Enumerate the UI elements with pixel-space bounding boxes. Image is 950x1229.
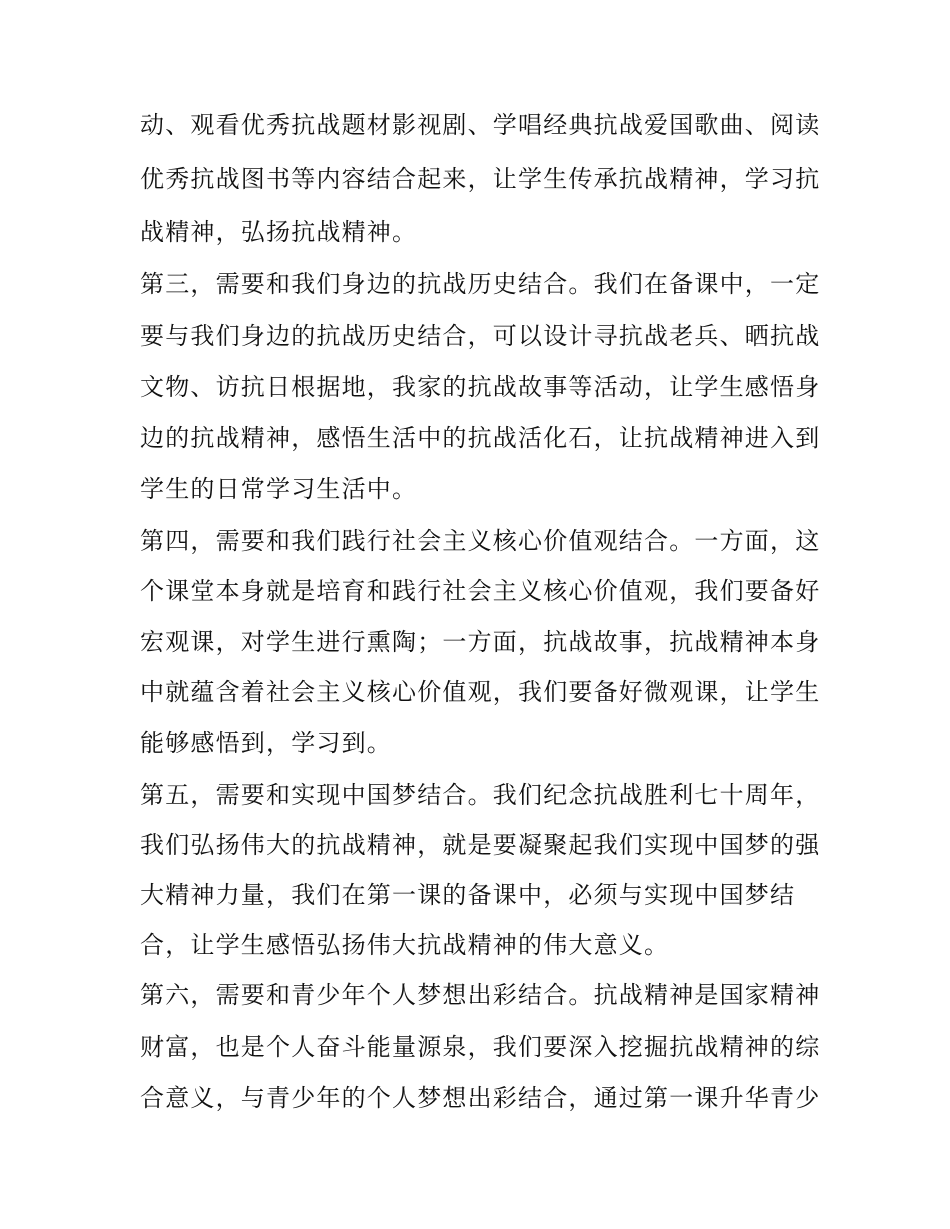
text-line: 边的抗战精神，感悟生活中的抗战活化石，让抗战精神进入到 — [140, 424, 821, 452]
text-line: 动、观看优秀抗战题材影视剧、学唱经典抗战爱国歌曲、阅读 — [140, 111, 821, 139]
text-line: 中就蕴含着社会主义核心价值观，我们要备好微观课，让学生 — [140, 678, 821, 706]
text-line: 第五，需要和实现中国梦结合。我们纪念抗战胜利七十周年， — [140, 781, 821, 809]
text-line: 财富，也是个人奋斗能量源泉，我们要深入挖掘抗战精神的综 — [140, 1033, 821, 1061]
text-line: 宏观课，对学生进行熏陶；一方面，抗战故事，抗战精神本身 — [140, 628, 821, 656]
text-line: 能够感悟到，学习到。 — [140, 729, 392, 757]
text-line: 优秀抗战图书等内容结合起来，让学生传承抗战精神，学习抗 — [140, 165, 821, 193]
text-line: 第三，需要和我们身边的抗战历史结合。我们在备课中，一定 — [140, 270, 821, 298]
text-line: 第六，需要和青少年个人梦想出彩结合。抗战精神是国家精神 — [140, 981, 821, 1009]
text-line: 文物、访抗日根据地，我家的抗战故事等活动，让学生感悟身 — [140, 373, 821, 401]
text-line: 个课堂本身就是培育和践行社会主义核心价值观，我们要备好 — [140, 577, 821, 605]
text-line: 合意义，与青少年的个人梦想出彩结合，通过第一课升华青少 — [140, 1084, 821, 1112]
text-line: 战精神，弘扬抗战精神。 — [140, 218, 418, 246]
text-line: 第四，需要和我们践行社会主义核心价值观结合。一方面，这 — [140, 527, 821, 555]
text-line: 大精神力量，我们在第一课的备课中，必须与实现中国梦结 — [140, 881, 796, 909]
text-line: 学生的日常学习生活中。 — [140, 475, 418, 503]
text-line: 要与我们身边的抗战历史结合，可以设计寻抗战老兵、晒抗战 — [140, 322, 821, 350]
text-line: 我们弘扬伟大的抗战精神，就是要凝聚起我们实现中国梦的强 — [140, 831, 821, 859]
text-line: 合，让学生感悟弘扬伟大抗战精神的伟大意义。 — [140, 931, 670, 959]
